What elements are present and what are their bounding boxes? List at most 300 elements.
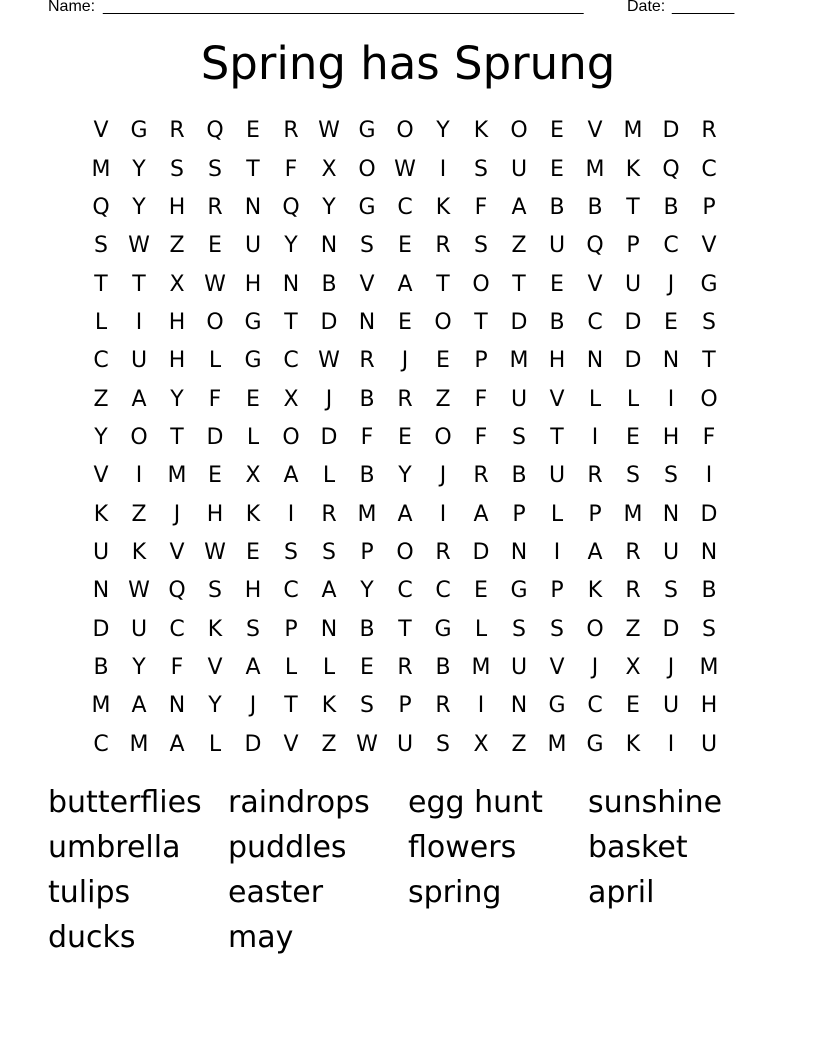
- grid-letter[interactable]: C: [93, 348, 109, 374]
- grid-letter[interactable]: A: [131, 386, 147, 412]
- grid-letter[interactable]: Z: [169, 233, 185, 259]
- grid-letter[interactable]: B: [435, 654, 451, 680]
- grid-letter[interactable]: S: [360, 233, 374, 259]
- grid-letter[interactable]: H: [168, 348, 186, 374]
- grid-letter[interactable]: W: [356, 731, 378, 757]
- grid-letter[interactable]: N: [662, 348, 680, 374]
- grid-letter[interactable]: L: [208, 348, 222, 374]
- grid-letter[interactable]: D: [624, 309, 642, 335]
- grid-letter[interactable]: Z: [93, 386, 109, 412]
- grid-letter[interactable]: G: [130, 118, 148, 144]
- grid-letter[interactable]: V: [359, 271, 375, 297]
- grid-letter[interactable]: Z: [435, 386, 451, 412]
- grid-letter[interactable]: S: [626, 463, 640, 489]
- grid-letter[interactable]: E: [246, 386, 260, 412]
- grid-letter[interactable]: L: [322, 463, 336, 489]
- grid-letter[interactable]: F: [474, 194, 488, 220]
- grid-letter[interactable]: D: [92, 616, 110, 642]
- grid-letter[interactable]: O: [396, 118, 414, 144]
- grid-letter[interactable]: F: [474, 386, 488, 412]
- grid-letter[interactable]: H: [700, 693, 718, 719]
- grid-letter[interactable]: N: [662, 501, 680, 527]
- grid-letter[interactable]: J: [591, 654, 599, 680]
- grid-letter[interactable]: E: [398, 309, 412, 335]
- grid-letter[interactable]: K: [207, 616, 223, 642]
- grid-letter[interactable]: R: [701, 118, 717, 144]
- grid-letter[interactable]: M: [623, 118, 643, 144]
- grid-letter[interactable]: R: [473, 463, 489, 489]
- grid-letter[interactable]: X: [245, 463, 261, 489]
- grid-letter[interactable]: Y: [284, 233, 298, 259]
- grid-letter[interactable]: S: [512, 616, 526, 642]
- grid-letter[interactable]: H: [662, 424, 680, 450]
- grid-letter[interactable]: U: [510, 156, 528, 182]
- grid-letter[interactable]: T: [284, 693, 298, 719]
- grid-letter[interactable]: Y: [208, 693, 222, 719]
- grid-letter[interactable]: V: [93, 463, 109, 489]
- grid-letter[interactable]: T: [474, 309, 488, 335]
- word-list-item: raindrops: [228, 785, 370, 820]
- grid-letter[interactable]: E: [474, 578, 488, 604]
- grid-letter[interactable]: L: [550, 501, 564, 527]
- grid-row: [82, 726, 728, 764]
- grid-letter[interactable]: R: [283, 118, 299, 144]
- grid-letter[interactable]: U: [130, 348, 148, 374]
- grid-letter[interactable]: I: [553, 539, 561, 565]
- name-field[interactable]: ______________________________________________________: [103, 0, 584, 15]
- grid-letter[interactable]: V: [587, 118, 603, 144]
- grid-letter[interactable]: G: [244, 348, 262, 374]
- grid-letter[interactable]: X: [473, 731, 489, 757]
- grid-letter[interactable]: M: [357, 501, 377, 527]
- grid-letter[interactable]: G: [700, 271, 718, 297]
- grid-letter[interactable]: D: [624, 348, 642, 374]
- grid-letter[interactable]: F: [208, 386, 222, 412]
- grid-letter[interactable]: N: [282, 271, 300, 297]
- grid-letter[interactable]: D: [700, 501, 718, 527]
- grid-letter[interactable]: C: [701, 156, 717, 182]
- grid-letter[interactable]: Z: [511, 233, 527, 259]
- grid-letter[interactable]: S: [436, 731, 450, 757]
- grid-letter[interactable]: S: [360, 693, 374, 719]
- grid-letter[interactable]: V: [93, 118, 109, 144]
- grid-row: [82, 534, 728, 572]
- grid-letter[interactable]: K: [321, 693, 337, 719]
- grid-letter[interactable]: E: [398, 424, 412, 450]
- grid-letter[interactable]: N: [510, 539, 528, 565]
- grid-letter[interactable]: Y: [132, 194, 146, 220]
- grid-letter[interactable]: A: [283, 463, 299, 489]
- grid-letter[interactable]: H: [206, 501, 224, 527]
- grid-letter[interactable]: R: [587, 463, 603, 489]
- grid-letter[interactable]: O: [358, 156, 376, 182]
- grid-letter[interactable]: C: [587, 693, 603, 719]
- grid-letter[interactable]: F: [702, 424, 716, 450]
- grid-letter[interactable]: F: [170, 654, 184, 680]
- grid-letter[interactable]: I: [591, 424, 599, 450]
- grid-letter[interactable]: V: [701, 233, 717, 259]
- grid-letter[interactable]: V: [587, 271, 603, 297]
- grid-letter[interactable]: B: [321, 271, 337, 297]
- grid-letter[interactable]: T: [702, 348, 716, 374]
- grid-letter[interactable]: U: [92, 539, 110, 565]
- grid-letter[interactable]: J: [249, 693, 257, 719]
- grid-letter[interactable]: U: [510, 654, 528, 680]
- grid-letter[interactable]: S: [94, 233, 108, 259]
- grid-letter[interactable]: D: [510, 309, 528, 335]
- grid-letter[interactable]: T: [626, 194, 640, 220]
- grid-letter[interactable]: G: [358, 118, 376, 144]
- grid-letter[interactable]: X: [625, 654, 641, 680]
- grid-letter[interactable]: B: [359, 386, 375, 412]
- grid-letter[interactable]: B: [359, 463, 375, 489]
- grid-letter[interactable]: J: [439, 463, 447, 489]
- grid-letter[interactable]: L: [322, 654, 336, 680]
- grid-letter[interactable]: K: [131, 539, 147, 565]
- grid-letter[interactable]: B: [663, 194, 679, 220]
- name-label: Name:: [48, 0, 96, 15]
- grid-letter[interactable]: K: [93, 501, 109, 527]
- grid-letter[interactable]: W: [394, 156, 416, 182]
- grid-letter[interactable]: A: [321, 578, 337, 604]
- grid-letter[interactable]: T: [170, 424, 184, 450]
- grid-letter[interactable]: C: [587, 309, 603, 335]
- grid-letter[interactable]: M: [585, 156, 605, 182]
- grid-letter[interactable]: W: [318, 118, 340, 144]
- grid-letter[interactable]: H: [244, 578, 262, 604]
- grid-letter[interactable]: G: [586, 731, 604, 757]
- grid-letter[interactable]: B: [359, 616, 375, 642]
- grid-row: [82, 304, 728, 342]
- grid-letter[interactable]: P: [284, 616, 298, 642]
- grid-letter[interactable]: I: [135, 309, 143, 335]
- grid-letter[interactable]: R: [359, 348, 375, 374]
- grid-letter[interactable]: E: [208, 463, 222, 489]
- grid-letter[interactable]: R: [397, 654, 413, 680]
- grid-letter[interactable]: Y: [322, 194, 336, 220]
- grid-letter[interactable]: T: [94, 271, 108, 297]
- grid-letter[interactable]: K: [435, 194, 451, 220]
- grid-letter[interactable]: L: [588, 386, 602, 412]
- grid-letter[interactable]: H: [168, 194, 186, 220]
- grid-letter[interactable]: K: [625, 156, 641, 182]
- grid-letter[interactable]: P: [550, 578, 564, 604]
- grid-letter[interactable]: P: [474, 348, 488, 374]
- grid-letter[interactable]: Q: [586, 233, 604, 259]
- grid-row: [82, 457, 728, 495]
- grid-letter[interactable]: O: [434, 424, 452, 450]
- grid-letter[interactable]: S: [474, 233, 488, 259]
- grid-letter[interactable]: R: [435, 539, 451, 565]
- grid-letter[interactable]: Q: [92, 194, 110, 220]
- grid-letter[interactable]: B: [701, 578, 717, 604]
- grid-letter[interactable]: C: [169, 616, 185, 642]
- grid-letter[interactable]: E: [550, 156, 564, 182]
- grid-letter[interactable]: H: [244, 271, 262, 297]
- grid-letter[interactable]: J: [667, 654, 675, 680]
- grid-letter[interactable]: E: [436, 348, 450, 374]
- grid-letter[interactable]: C: [283, 578, 299, 604]
- grid-letter[interactable]: N: [168, 693, 186, 719]
- grid-letter[interactable]: S: [284, 539, 298, 565]
- grid-letter[interactable]: F: [474, 424, 488, 450]
- grid-letter[interactable]: E: [550, 271, 564, 297]
- grid-letter[interactable]: L: [208, 731, 222, 757]
- grid-letter[interactable]: I: [439, 156, 447, 182]
- grid-letter[interactable]: R: [625, 539, 641, 565]
- header: [48, 0, 748, 20]
- grid-letter[interactable]: R: [169, 118, 185, 144]
- grid-letter[interactable]: J: [325, 386, 333, 412]
- grid-letter[interactable]: I: [667, 731, 675, 757]
- grid-letter[interactable]: D: [320, 424, 338, 450]
- grid-letter[interactable]: K: [473, 118, 489, 144]
- grid-letter[interactable]: M: [623, 501, 643, 527]
- grid-letter[interactable]: D: [662, 616, 680, 642]
- grid-letter[interactable]: A: [131, 693, 147, 719]
- grid-letter[interactable]: S: [208, 156, 222, 182]
- grid-letter[interactable]: F: [284, 156, 298, 182]
- grid-letter[interactable]: E: [208, 233, 222, 259]
- grid-letter[interactable]: C: [397, 194, 413, 220]
- grid-letter[interactable]: G: [434, 616, 452, 642]
- grid-letter[interactable]: J: [667, 271, 675, 297]
- grid-letter[interactable]: P: [626, 233, 640, 259]
- grid-letter[interactable]: Q: [282, 194, 300, 220]
- grid-letter[interactable]: Z: [131, 501, 147, 527]
- grid-letter[interactable]: A: [511, 194, 527, 220]
- grid-letter[interactable]: I: [135, 463, 143, 489]
- grid-letter[interactable]: U: [700, 731, 718, 757]
- grid-letter[interactable]: C: [283, 348, 299, 374]
- grid-letter[interactable]: T: [284, 309, 298, 335]
- grid-letter[interactable]: M: [91, 156, 111, 182]
- grid-letter[interactable]: L: [626, 386, 640, 412]
- grid-letter[interactable]: Z: [321, 731, 337, 757]
- grid-letter[interactable]: D: [472, 539, 490, 565]
- grid-letter[interactable]: R: [207, 194, 223, 220]
- grid-letter[interactable]: U: [244, 233, 262, 259]
- grid-letter[interactable]: E: [246, 539, 260, 565]
- grid-letter[interactable]: T: [512, 271, 526, 297]
- grid-letter[interactable]: D: [206, 424, 224, 450]
- grid-letter[interactable]: E: [550, 118, 564, 144]
- grid-letter[interactable]: N: [92, 578, 110, 604]
- grid-letter[interactable]: W: [128, 233, 150, 259]
- grid-letter[interactable]: N: [320, 616, 338, 642]
- grid-letter[interactable]: N: [358, 309, 376, 335]
- grid-letter[interactable]: E: [246, 118, 260, 144]
- grid-letter[interactable]: N: [244, 194, 262, 220]
- grid-letter[interactable]: L: [474, 616, 488, 642]
- grid-letter[interactable]: Y: [436, 118, 450, 144]
- grid-letter[interactable]: N: [320, 233, 338, 259]
- grid-letter[interactable]: N: [510, 693, 528, 719]
- grid-letter[interactable]: W: [204, 539, 226, 565]
- grid-letter[interactable]: T: [550, 424, 564, 450]
- grid-letter[interactable]: P: [398, 693, 412, 719]
- grid-letter[interactable]: E: [398, 233, 412, 259]
- grid-letter[interactable]: Y: [132, 654, 146, 680]
- grid-letter[interactable]: A: [397, 271, 413, 297]
- grid-letter[interactable]: U: [662, 539, 680, 565]
- grid-letter[interactable]: I: [667, 386, 675, 412]
- grid-letter[interactable]: Y: [360, 578, 374, 604]
- word-list-item: april: [588, 875, 655, 910]
- grid-letter[interactable]: T: [436, 271, 450, 297]
- grid-letter[interactable]: M: [91, 693, 111, 719]
- grid-letter[interactable]: E: [664, 309, 678, 335]
- grid-letter[interactable]: B: [549, 309, 565, 335]
- grid-letter[interactable]: N: [700, 539, 718, 565]
- grid-letter[interactable]: L: [94, 309, 108, 335]
- grid-letter[interactable]: G: [510, 578, 528, 604]
- grid-letter[interactable]: S: [664, 578, 678, 604]
- grid-letter[interactable]: S: [208, 578, 222, 604]
- grid-letter[interactable]: U: [510, 386, 528, 412]
- grid-letter[interactable]: C: [435, 578, 451, 604]
- grid-letter[interactable]: B: [549, 194, 565, 220]
- grid-letter[interactable]: U: [548, 233, 566, 259]
- grid-letter[interactable]: F: [360, 424, 374, 450]
- grid-letter[interactable]: M: [471, 654, 491, 680]
- grid-letter[interactable]: N: [586, 348, 604, 374]
- grid-letter[interactable]: J: [401, 348, 409, 374]
- grid-letter[interactable]: Q: [662, 156, 680, 182]
- grid-letter[interactable]: M: [699, 654, 719, 680]
- grid-letter[interactable]: P: [512, 501, 526, 527]
- grid-letter[interactable]: S: [474, 156, 488, 182]
- grid-letter[interactable]: A: [587, 539, 603, 565]
- grid-letter[interactable]: A: [169, 731, 185, 757]
- page-title: Spring has Sprung: [200, 37, 616, 90]
- grid-letter[interactable]: O: [434, 309, 452, 335]
- grid-letter[interactable]: W: [128, 578, 150, 604]
- grid-letter[interactable]: U: [662, 693, 680, 719]
- grid-letter[interactable]: Y: [398, 463, 412, 489]
- grid-letter[interactable]: V: [549, 654, 565, 680]
- grid-letter[interactable]: P: [702, 194, 716, 220]
- grid-letter[interactable]: D: [244, 731, 262, 757]
- grid-letter[interactable]: K: [245, 501, 261, 527]
- grid-letter[interactable]: X: [283, 386, 299, 412]
- grid-letter[interactable]: R: [397, 386, 413, 412]
- grid-letter[interactable]: T: [132, 271, 146, 297]
- grid-letter[interactable]: Z: [625, 616, 641, 642]
- grid-letter[interactable]: S: [702, 309, 716, 335]
- grid-letter[interactable]: O: [206, 309, 224, 335]
- grid-letter[interactable]: C: [397, 578, 413, 604]
- grid-letter[interactable]: I: [705, 463, 713, 489]
- grid-letter[interactable]: U: [548, 463, 566, 489]
- grid-letter[interactable]: V: [283, 731, 299, 757]
- grid-letter[interactable]: A: [397, 501, 413, 527]
- date-field[interactable]: _______: [672, 0, 735, 15]
- grid-letter[interactable]: W: [318, 348, 340, 374]
- grid-letter[interactable]: Y: [94, 424, 108, 450]
- grid-letter[interactable]: C: [663, 233, 679, 259]
- grid-letter[interactable]: O: [472, 271, 490, 297]
- grid-letter[interactable]: Q: [168, 578, 186, 604]
- grid-letter[interactable]: K: [587, 578, 603, 604]
- grid-letter[interactable]: T: [398, 616, 412, 642]
- grid-letter[interactable]: Z: [511, 731, 527, 757]
- grid-letter[interactable]: B: [93, 654, 109, 680]
- grid-letter[interactable]: G: [548, 693, 566, 719]
- grid-letter[interactable]: V: [549, 386, 565, 412]
- grid-letter[interactable]: G: [244, 309, 262, 335]
- grid-letter[interactable]: R: [625, 578, 641, 604]
- grid-letter[interactable]: K: [625, 731, 641, 757]
- grid-letter[interactable]: M: [167, 463, 187, 489]
- grid-letter[interactable]: B: [587, 194, 603, 220]
- grid-letter[interactable]: D: [662, 118, 680, 144]
- grid-letter[interactable]: C: [93, 731, 109, 757]
- grid-letter[interactable]: L: [246, 424, 260, 450]
- grid-letter[interactable]: S: [322, 539, 336, 565]
- grid-letter[interactable]: S: [512, 424, 526, 450]
- grid-letter[interactable]: E: [626, 693, 640, 719]
- grid-letter[interactable]: S: [246, 616, 260, 642]
- grid-letter[interactable]: D: [320, 309, 338, 335]
- grid-letter[interactable]: U: [624, 271, 642, 297]
- grid-letter[interactable]: U: [130, 616, 148, 642]
- grid-letter[interactable]: V: [207, 654, 223, 680]
- grid-letter[interactable]: J: [173, 501, 181, 527]
- grid-letter[interactable]: O: [700, 386, 718, 412]
- grid-letter[interactable]: P: [588, 501, 602, 527]
- grid-letter[interactable]: T: [246, 156, 260, 182]
- grid-letter[interactable]: L: [284, 654, 298, 680]
- grid-letter[interactable]: O: [510, 118, 528, 144]
- grid-letter[interactable]: S: [664, 463, 678, 489]
- grid-letter[interactable]: A: [473, 501, 489, 527]
- grid-letter[interactable]: I: [287, 501, 295, 527]
- grid-letter[interactable]: U: [396, 731, 414, 757]
- grid-letter[interactable]: X: [321, 156, 337, 182]
- grid-letter[interactable]: G: [358, 194, 376, 220]
- grid-letter[interactable]: M: [129, 731, 149, 757]
- grid-letter[interactable]: S: [550, 616, 564, 642]
- grid-letter[interactable]: O: [586, 616, 604, 642]
- grid-letter[interactable]: V: [169, 539, 185, 565]
- grid-letter[interactable]: Y: [132, 156, 146, 182]
- grid-letter[interactable]: I: [477, 693, 485, 719]
- grid-letter[interactable]: M: [509, 348, 529, 374]
- grid-letter[interactable]: X: [169, 271, 185, 297]
- grid-letter[interactable]: W: [204, 271, 226, 297]
- grid-letter[interactable]: O: [282, 424, 300, 450]
- grid-letter[interactable]: E: [626, 424, 640, 450]
- grid-letter[interactable]: I: [439, 501, 447, 527]
- grid-letter[interactable]: S: [170, 156, 184, 182]
- grid-letter[interactable]: B: [511, 463, 527, 489]
- grid-letter[interactable]: H: [168, 309, 186, 335]
- grid-letter[interactable]: H: [548, 348, 566, 374]
- grid-letter[interactable]: O: [130, 424, 148, 450]
- grid-letter[interactable]: S: [702, 616, 716, 642]
- grid-letter[interactable]: R: [435, 233, 451, 259]
- grid-letter[interactable]: E: [360, 654, 374, 680]
- grid-letter[interactable]: O: [396, 539, 414, 565]
- grid-letter[interactable]: P: [360, 539, 374, 565]
- grid-letter[interactable]: R: [321, 501, 337, 527]
- grid-letter[interactable]: M: [547, 731, 567, 757]
- grid-letter[interactable]: A: [245, 654, 261, 680]
- grid-letter[interactable]: Q: [206, 118, 224, 144]
- grid-letter[interactable]: Y: [170, 386, 184, 412]
- grid-letter[interactable]: R: [435, 693, 451, 719]
